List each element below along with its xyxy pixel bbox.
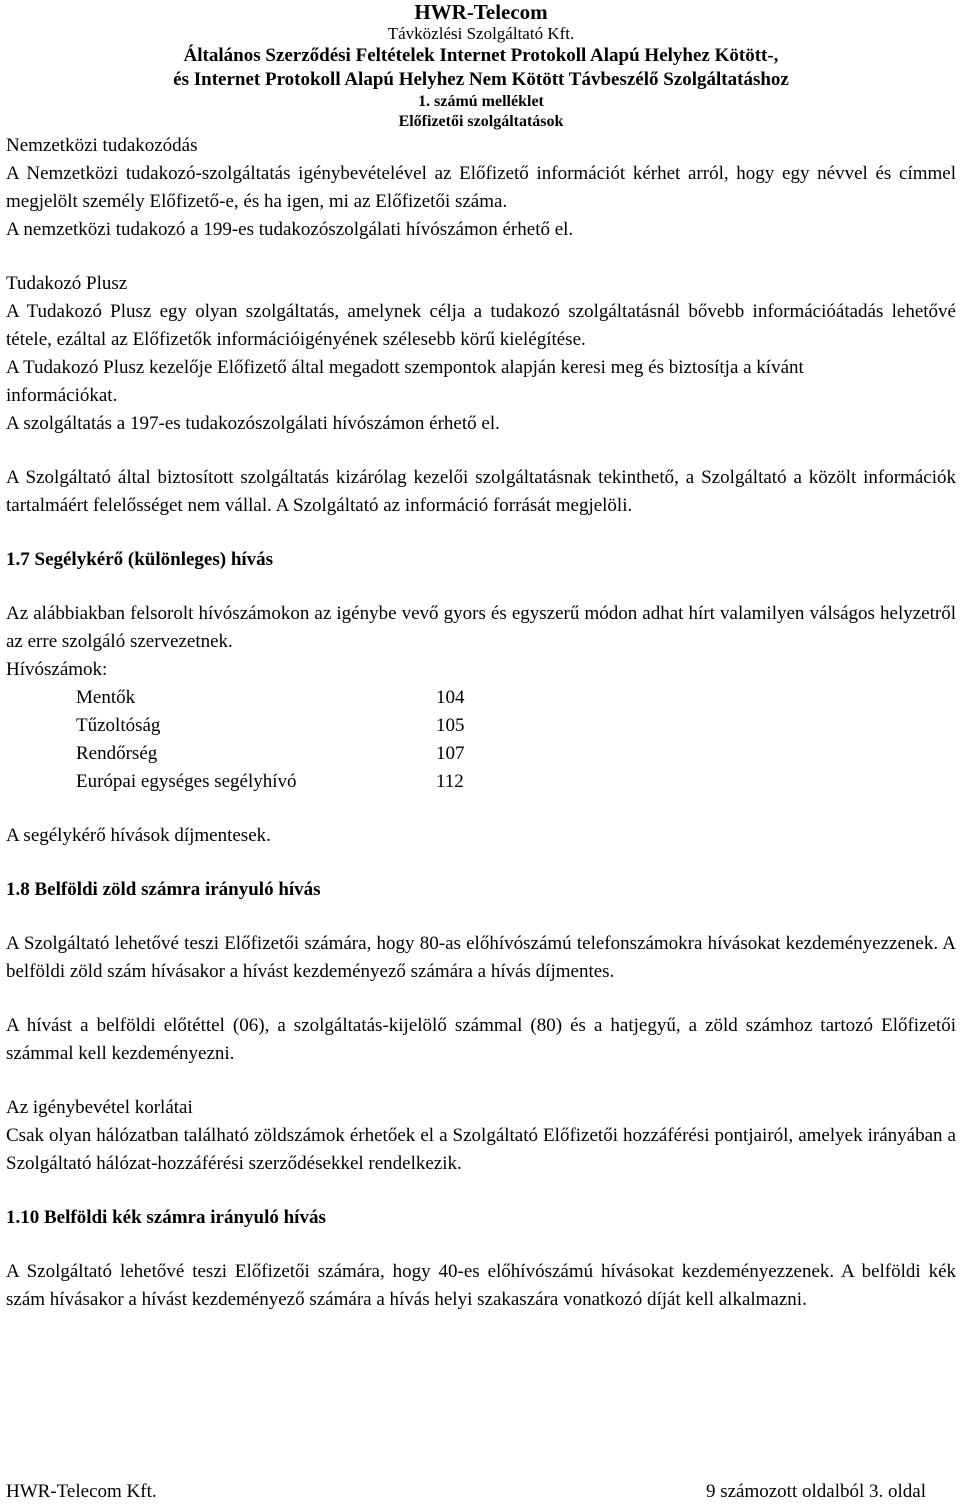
section-heading: Tudakozó Plusz <box>6 273 128 294</box>
paragraph: Csak olyan hálózatban található zöldszámok érhetőek el a Szolgáltató Előfizetői hozzáférési pontjairól, amelyek irányában a Szolgáltató hálózat-hozzáférési szerződésekkel rendelkezik. <box>6 1125 956 1174</box>
section-directory-plus <box>6 270 956 520</box>
page-footer <box>6 1478 926 1506</box>
emergency-number-list <box>76 684 956 796</box>
annex-title: Előfizetői szolgáltatások <box>398 113 564 130</box>
document-title-line1: Általános Szerződési Feltételek Internet Protokoll Alapú Helyhez Kötött-, <box>183 45 779 66</box>
section-heading: 1.8 Belföldi zöld számra irányuló hívás <box>6 879 321 900</box>
paragraph: A nemzetközi tudakozó a 199-es tudakozószolgálati hívószámon érhető el. <box>6 219 574 240</box>
service-name: Tűzoltóság <box>76 715 161 736</box>
section-heading: 1.7 Segélykérő (különleges) hívás <box>6 549 274 570</box>
paragraph: A Szolgáltató lehetővé teszi Előfizetői számára, hogy 40-es előhívószámú hívásokat kezdeményezzenek. A belföldi kék szám hívásakor a hívást kezdeményező számára a hívás helyi szakaszára vonatkozó díját kell alkalmazni. <box>6 1261 956 1310</box>
list-item <box>76 740 956 768</box>
numbers-label: Hívószámok: <box>6 659 108 680</box>
paragraph: A segélykérő hívások díjmentesek. <box>6 825 271 846</box>
service-name: Rendőrség <box>76 743 158 764</box>
paragraph: A Nemzetközi tudakozó-szolgáltatás igénybevételével az Előfizető információt kérhet arról, hogy egy névvel és címmel megjelölt személy Előfizető-e, és ha igen, mi az Előfizetői száma. <box>6 163 956 212</box>
service-number: 104 <box>436 687 465 708</box>
paragraph: A Szolgáltató által biztosított szolgáltatás kizárólag kezelői szolgáltatásnak tekinthető, a Szolgáltató a közölt információk tartalmáért felelősséget nem vállal. A Szolgáltató az információ forrását megjelöli. <box>6 467 956 516</box>
paragraph: A hívást a belföldi előtéttel (06), a szolgáltatás-kijelölő számmal (80) és a hatjegyű, a zöld számhoz tartozó Előfizetői számmal kell kezdeményezni. <box>6 1015 956 1064</box>
paragraph: A Tudakozó Plusz egy olyan szolgáltatás, amelynek célja a tudakozó szolgáltatásnál bővebb információátadás lehetővé tétele, ezáltal az Előfizetők információigényének szélesebb körű kielégítése. <box>6 301 956 350</box>
paragraph: A Tudakozó Plusz kezelője Előfizető által megadott szempontok alapján keresi meg és biztosítja a kívánt információkat. <box>6 357 804 406</box>
service-number: 107 <box>436 743 465 764</box>
paragraph: A szolgáltatás a 197-es tudakozószolgálati hívószámon érhető el. <box>6 413 500 434</box>
footer-company: HWR-Telecom Kft. <box>6 1481 157 1502</box>
section-heading: Nemzetközi tudakozódás <box>6 135 198 156</box>
list-item <box>76 712 956 740</box>
section-international-directory <box>6 132 956 244</box>
service-number: 112 <box>436 771 464 792</box>
document-title-line2: és Internet Protokoll Alapú Helyhez Nem Kötött Távbeszélő Szolgáltatáshoz <box>173 69 789 90</box>
paragraph: A Szolgáltató lehetővé teszi Előfizetői számára, hogy 80-as előhívószámú telefonszámokra hívásokat kezdeményezzenek. A belföldi zöld szám hívásakor a hívást kezdeményező számára a hívás díjmentes. <box>6 933 956 982</box>
section-blue-number <box>6 1204 956 1314</box>
company-name: HWR-Telecom <box>414 0 548 24</box>
list-item <box>76 684 956 712</box>
service-number: 105 <box>436 715 465 736</box>
company-subtitle: Távközlési Szolgáltató Kft. <box>387 24 575 43</box>
document-page <box>6 0 956 1314</box>
section-emergency-call <box>6 546 956 850</box>
paragraph: Az alábbiakban felsorolt hívószámokon az igénybe vevő gyors és egyszerű módon adhat hírt valamilyen válságos helyzetről az erre szolgáló szervezetnek. <box>6 603 956 652</box>
sub-heading: Az igénybevétel korlátai <box>6 1097 193 1118</box>
list-item <box>76 768 956 796</box>
section-heading: 1.10 Belföldi kék számra irányuló hívás <box>6 1207 326 1228</box>
service-name: Mentők <box>76 687 136 708</box>
service-name: Európai egységes segélyhívó <box>76 771 297 792</box>
annex-number: 1. számú melléklet <box>418 93 544 110</box>
document-header <box>6 0 956 132</box>
section-green-number <box>6 876 956 1178</box>
page-number: 9 számozott oldalból 3. oldal <box>705 1481 926 1502</box>
